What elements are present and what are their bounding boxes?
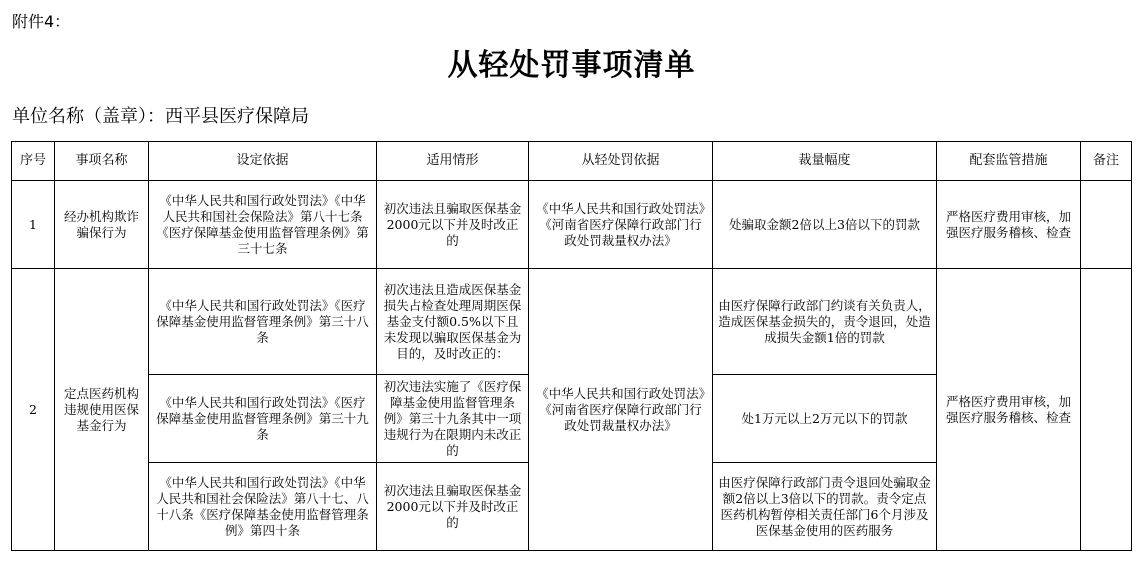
column-header-range: 裁量幅度 (713, 142, 937, 181)
row-situation: 初次违法且骗取医保基金2000元以下并及时改正的 (377, 181, 529, 269)
row-range: 由医疗保障行政部门约谈有关负责人，造成医保基金损失的，责令退回，处造成损失金额1倍的罚款 (713, 269, 937, 375)
row-no: 2 (12, 269, 55, 551)
row-basis: 《中华人民共和国行政处罚法》《中华人民共和国社会保险法》第八十七条《医疗保障基金使用监督管理条例》第三十七条 (149, 181, 377, 269)
row-situation: 初次违法实施了《医疗保障基金使用监督管理条例》第三十九条其中一项违规行为在限期内未改正的 (377, 375, 529, 463)
row-remark (1081, 181, 1132, 269)
row-measures: 严格医疗费用审核，加强医疗服务稽核、检查 (937, 181, 1081, 269)
table-row (12, 181, 1132, 269)
page-title: 从轻处罚事项清单 (447, 48, 696, 83)
row-basis: 《中华人民共和国行政处罚法》《医疗保障基金使用监督管理条例》第三十八条 (149, 269, 377, 375)
column-header-item: 事项名称 (55, 142, 149, 181)
row-no: 1 (12, 181, 55, 269)
table-header-row (12, 142, 1132, 181)
row-situation: 初次违法且造成医保基金损失占检查处理周期医保基金支付额0.5%以下且未发现以骗取医保基金为目的，及时改正的： (377, 269, 529, 375)
column-header-situation: 适用情形 (377, 142, 529, 181)
row-item: 定点医药机构违规使用医保基金行为 (55, 269, 149, 551)
unit-name-line: 单位名称（盖章）：西平县医疗保障局 (12, 106, 309, 127)
row-lenient-basis: 《中华人民共和国行政处罚法》《河南省医疗保障行政部门行政处罚裁量权办法》 (529, 269, 713, 551)
row-situation: 初次违法且骗取医保基金2000元以下并及时改正的 (377, 463, 529, 551)
row-basis: 《中华人民共和国行政处罚法》《医疗保障基金使用监督管理条例》第三十九条 (149, 375, 377, 463)
column-header-remark: 备注 (1081, 142, 1132, 181)
row-item: 经办机构欺诈骗保行为 (55, 181, 149, 269)
lenient-penalty-table (11, 141, 1132, 551)
row-basis: 《中华人民共和国行政处罚法》《中华人民共和国社会保险法》第八十七、八十八条《医疗保障基金使用监督管理条例》第四十条 (149, 463, 377, 551)
row-range: 处骗取金额2倍以上3倍以下的罚款 (713, 181, 937, 269)
attachment-label: 附件4： (12, 12, 71, 31)
row-measures: 严格医疗费用审核，加强医疗服务稽核、检查 (937, 269, 1081, 551)
row-range: 由医疗保障行政部门责令退回处骗取金额2倍以上3倍以下的罚款。责令定点医药机构暂停相关责任部门6个月涉及医保基金使用的医药服务 (713, 463, 937, 551)
column-header-measures: 配套监管措施 (937, 142, 1081, 181)
table-row (12, 269, 1132, 375)
row-remark (1081, 269, 1132, 551)
column-header-no: 序号 (12, 142, 55, 181)
column-header-basis: 设定依据 (149, 142, 377, 181)
row-range: 处1万元以上2万元以下的罚款 (713, 375, 937, 463)
column-header-lenient-basis: 从轻处罚依据 (529, 142, 713, 181)
row-lenient-basis: 《中华人民共和国行政处罚法》《河南省医疗保障行政部门行政处罚裁量权办法》 (529, 181, 713, 269)
